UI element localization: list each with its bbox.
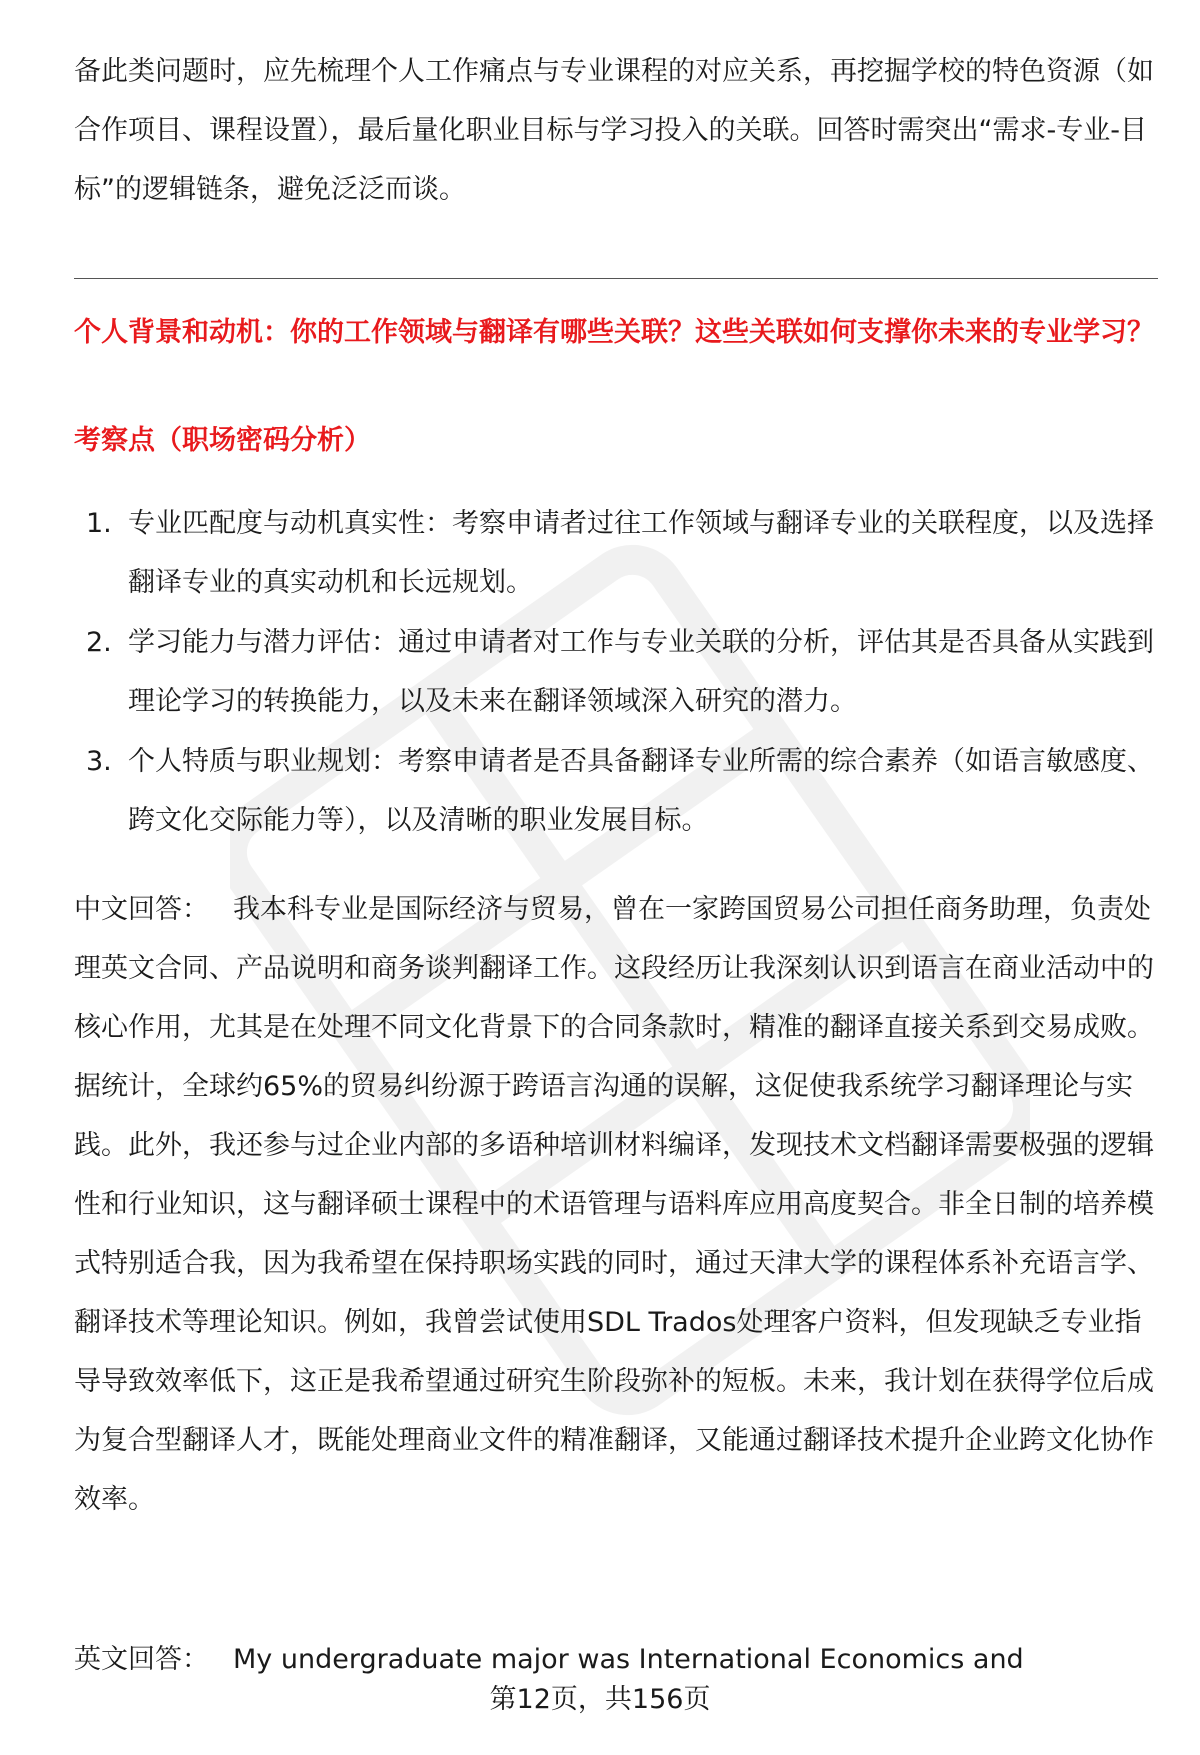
list-item-text: 专业匹配度与动机真实性：考察申请者过往工作领域与翻译专业的关联程度，以及选择翻译专业的真实动机和长远规划。 <box>128 508 1154 598</box>
list-item <box>74 494 1158 612</box>
focus-points-list <box>74 494 1158 851</box>
focus-heading: 考察点（职场密码分析） <box>74 425 371 456</box>
english-answer-label: 英文回答： <box>74 1644 209 1675</box>
chinese-answer <box>74 880 1158 1529</box>
english-answer-text: My undergraduate major was International Economics and <box>233 1644 1024 1675</box>
list-item <box>74 613 1158 731</box>
list-item <box>74 732 1158 850</box>
list-item-number: 2. <box>86 627 112 658</box>
list-item-number: 1. <box>86 508 112 539</box>
page-number: 第12页，共156页 <box>489 1684 711 1715</box>
list-item-text: 学习能力与潜力评估：通过申请者对工作与专业关联的分析，评估其是否具备从实践到理论学习的转换能力，以及未来在翻译领域深入研究的潜力。 <box>128 627 1154 717</box>
question-title: 个人背景和动机：你的工作领域与翻译有哪些关联？这些关联如何支撑你未来的专业学习？ <box>74 317 1154 348</box>
list-item-number: 3. <box>86 746 112 777</box>
list-item-text: 个人特质与职业规划：考察申请者是否具备翻译专业所需的综合素养（如语言敏感度、跨文化交际能力等），以及清晰的职业发展目标。 <box>128 746 1154 836</box>
section-divider <box>74 278 1158 279</box>
chinese-answer-label: 中文回答： <box>74 894 209 925</box>
chinese-answer-text: 我本科专业是国际经济与贸易，曾在一家跨国贸易公司担任商务助理，负责处理英文合同、产品说明和商务谈判翻译工作。这段经历让我深刻认识到语言在商业活动中的核心作用，尤其是在处理不同文化背景下的合同条款时，精准的翻译直接关系到交易成败。据统计，全球约65%的贸易纠纷源于跨语言沟通的误解，这促使我系统学习翻译理论与实践。此外，我还参与过企业内部的多语种培训材料编译，发现技术文档翻译需要极强的逻辑性和行业知识，这与翻译硕士课程中的术语管理与语料库应用高度契合。非全日制的培养模式特别适合我，因为我希望在保持职场实践的同时，通过天津大学的课程体系补充语言学、翻译技术等理论知识。例如，我曾尝试使用SDL Trados处理客户资料，但发现缺乏专业指导导致效率低下，这正是我希望通过研究生阶段弥补的短板。未来，我计划在获得学位后成为复合型翻译人才，既能处理商业文件的精准翻译，又能通过翻译技术提升企业跨文化协作效率。 <box>74 894 1154 1515</box>
intro-paragraph: 备此类问题时，应先梳理个人工作痛点与专业课程的对应关系，再挖掘学校的特色资源（如合作项目、课程设置），最后量化职业目标与学习投入的关联。回答时需突出“需求-专业-目标”的逻辑链条，避免泛泛而谈。 <box>74 56 1154 205</box>
